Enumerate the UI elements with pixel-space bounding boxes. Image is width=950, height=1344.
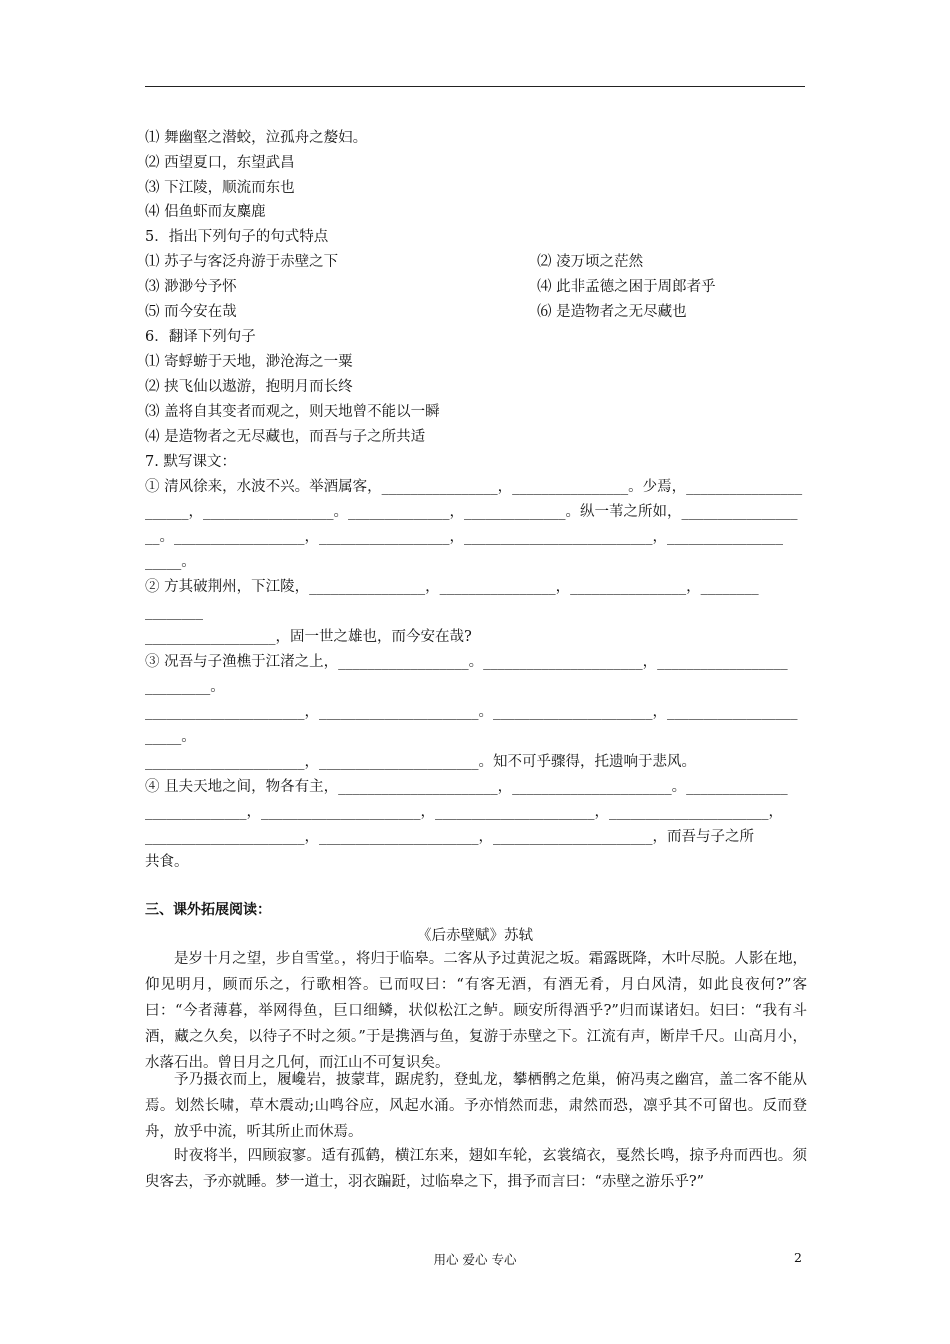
q7-line: ______________，______________________，______________________，______________________， <box>145 804 783 820</box>
q5-item-4: ⑷ 此非孟德之困于周郎者乎 <box>537 279 716 295</box>
q7-line: ④ 且夫天地之间，物各有主，______________________，______________________。______________ <box>145 779 788 795</box>
page-number: 2 <box>794 1250 802 1265</box>
q7-line: 共食。 <box>145 854 189 870</box>
q7-line: _________。 <box>145 679 225 695</box>
header-rule <box>145 86 805 87</box>
q7-line: ② 方其破荆州，下江陵，________________，________________，________________，________ <box>145 579 759 595</box>
q7-line: ______，__________________。______________，______________。纵一苇之所如，________________ <box>145 504 798 520</box>
q7-line: ______________________，______________________。知不可乎骤得，托遗响于悲风。 <box>145 754 696 770</box>
q4-item-1: ⑴ 舞幽壑之潜蛟，泣孤舟之嫠妇。 <box>145 130 368 146</box>
q7-line: ______________________，______________________。______________________，__________________ <box>145 704 798 720</box>
q6-title: 6．翻译下列句子 <box>145 329 256 345</box>
q5-item-2: ⑵ 凌万顷之茫然 <box>537 254 644 270</box>
q4-item-3: ⑶ 下江陵，顺流而东也 <box>145 180 295 196</box>
q4-item-4: ⑷ 侣鱼虾而友麋鹿 <box>145 204 266 220</box>
section-heading: 三、课外拓展阅读： <box>145 902 271 918</box>
q6-item-4: ⑷ 是造物者之无尽藏也，而吾与子之所共适 <box>145 429 426 445</box>
page-footer: 用心 爱心 专心 <box>433 1252 517 1267</box>
q7-line: ______________________，______________________，______________________，而吾与子之所 <box>145 829 754 845</box>
q6-item-2: ⑵ 挟飞仙以遨游，抱明月而长终 <box>145 379 353 395</box>
q5-title: 5．指出下列句子的句式特点 <box>145 229 329 245</box>
q5-item-1: ⑴ 苏子与客泛舟游于赤壁之下 <box>145 254 339 270</box>
reading-paragraph-2: 予乃摄衣而上，履巉岩，披蒙茸，踞虎豹，登虬龙，攀栖鹘之危巢，俯冯夷之幽宫，盖二客不能从焉。划然长啸，草木震动;山鸣谷应，风起水涌。予亦悄然而悲，肃然而恐，凛乎其不可留也。反而登舟，放乎中流，听其所止而休焉。 <box>145 1072 807 1140</box>
q7-line: _____。 <box>145 554 196 570</box>
reading-paragraph-3: 时夜将半，四顾寂寥。适有孤鹤，横江东来，翅如车轮，玄裳缟衣，戛然长鸣，掠予舟而西也。须臾客去，予亦就睡。梦一道士，羽衣蹁跹，过临皋之下，揖予而言曰：“赤壁之游乐乎?” <box>145 1148 807 1190</box>
q7-line: __。__________________，__________________，__________________________，________________ <box>145 529 783 545</box>
q7-line: ① 清风徐来，水波不兴。举酒属客，________________，________________。少焉，________________ <box>145 479 803 495</box>
reading-paragraph-1: 是岁十月之望，步自雪堂。，将归于临皋。二客从予过黄泥之坂。霜露既降，木叶尽脱。人影在地，仰见明月，顾而乐之，行歌相答。已而叹曰：“有客无酒，有酒无肴，月白风清，如此良夜何?”客曰：“今者薄暮，举网得鱼，巨口细鳞，状似松江之鲈。顾安所得酒乎?”归而谋诸妇。妇曰：“我有斗酒，藏之久矣，以待子不时之须。”于是携酒与鱼，复游于赤壁之下。江流有声，断岸千尺。山高月小，水落石出。曾日月之几何，而江山不可复识矣。 <box>145 951 807 1071</box>
q7-line: __________________，固一世之雄也，而今安在哉? <box>145 629 472 645</box>
q7-line: ③ 况吾与子渔樵于江渚之上，__________________。______________________，__________________ <box>145 654 788 670</box>
q7-line: _____。 <box>145 729 196 745</box>
q5-item-5: ⑸ 而今安在哉 <box>145 304 237 320</box>
q7-title: 7. 默写课文： <box>145 454 236 470</box>
q6-item-1: ⑴ 寄蜉蝣于天地，渺沧海之一粟 <box>145 354 353 370</box>
q6-item-3: ⑶ 盖将自其变者而观之，则天地曾不能以一瞬 <box>145 404 440 420</box>
q7-line: ________ <box>145 604 203 620</box>
q4-item-2: ⑵ 西望夏口，东望武昌 <box>145 155 295 171</box>
q5-item-3: ⑶ 渺渺兮予怀 <box>145 279 237 295</box>
reading-title: 《后赤壁赋》苏轼 <box>417 928 533 944</box>
q5-item-6: ⑹ 是造物者之无尽藏也 <box>537 304 687 320</box>
